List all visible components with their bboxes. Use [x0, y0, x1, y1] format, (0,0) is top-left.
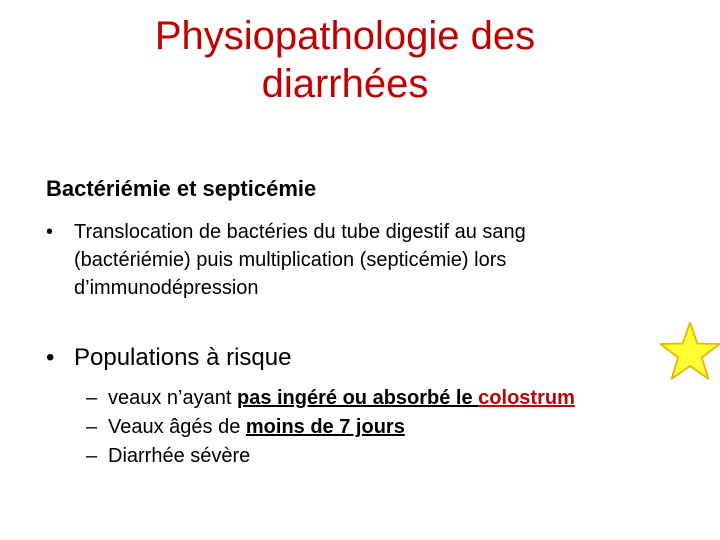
bullet-translocation [46, 218, 646, 302]
sub-bullet-emphasis: moins de 7 jours [245, 416, 405, 438]
sub-bullet-age [86, 413, 575, 442]
star-icon [659, 320, 720, 382]
dash-marker: – [86, 416, 98, 438]
bullet-marker: • [46, 221, 54, 243]
sub-bullet-emphasis: pas ingéré ou absorbé le [236, 387, 479, 409]
sub-bullet-emphasis-red: colostrum [478, 387, 575, 409]
dash-marker: – [86, 387, 98, 409]
star-shape [660, 322, 719, 378]
section-subtitle: Bactériémie et septicémie [46, 176, 317, 201]
sub-bullet-text: Diarrhée sévère [108, 445, 251, 467]
bullet-text: Populations à risque [74, 344, 292, 371]
dash-marker: – [86, 445, 98, 467]
bullet-populations [46, 342, 291, 374]
slide-title: Physiopathologie des diarrhées [154, 14, 536, 106]
sub-bullet-colostrum [86, 384, 575, 413]
sub-bullet-severe [86, 442, 575, 471]
sub-bullet-text: Veaux âgés de [108, 416, 246, 438]
bullet-marker: • [46, 344, 55, 371]
sub-bullet-list [86, 384, 575, 471]
sub-bullet-text: veaux n’ayant [108, 387, 237, 409]
bullet-text: Translocation de bactéries du tube digestif au sang (bactériémie) puis multiplication (septicémie) lors d’immunodépression [74, 221, 526, 299]
